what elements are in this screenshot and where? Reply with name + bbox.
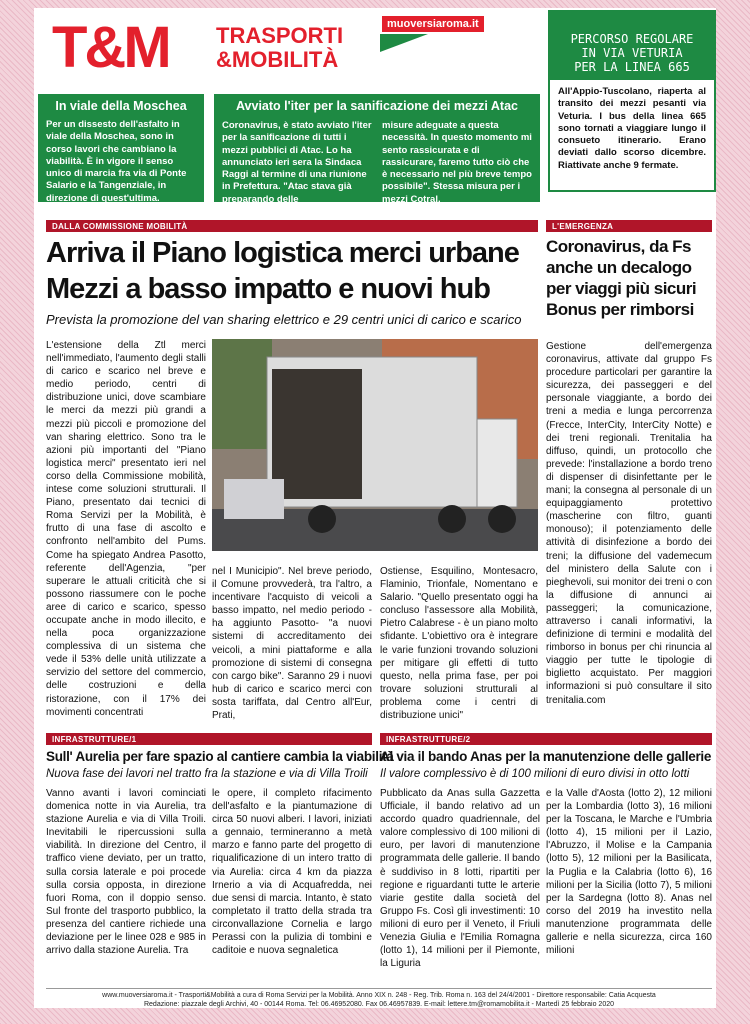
truck-photo [212,339,538,551]
notice-box [548,10,716,192]
main-kicker: DALLA COMMISSIONE MOBILITÀ [46,220,538,232]
flag-icon [380,34,428,52]
moschea-text: Per un dissesto dell'asfalto in viale della Moschea, sono in corso lavori che cambiano la viabilità. È in vigore il senso unico di marcia fra via di Ponte Salario e la Tangenziale, in direzione di quest'ultima. [46,119,187,204]
main-title-2: Mezzi a basso impatto e nuovi hub [46,273,490,305]
anas-title: Al via il bando Anas per la manutenzione delle gallerie [380,749,712,764]
sanificazione-title: Avviato l'iter per la sanificazione dei mezzi Atac [235,99,518,113]
aurelia-title: Sull' Aurelia per fare spazio al cantiere cambia la viabilità [46,749,394,764]
side-title-line: per viaggi più sicuri [546,279,697,298]
main-title-1: Arriva il Piano logistica merci urbane [46,237,519,269]
site-badge[interactable]: muoversiaroma.it [382,16,484,32]
moschea-box [38,94,204,202]
side-title-line: Bonus per rimborsi [546,300,694,319]
sanificazione-box [214,94,540,205]
logo-line1: TRASPORTI [216,23,344,48]
footer-line: www.muoversiaroma.it - Trasporti&Mobilità a cura di Roma Servizi per la Mobilità. Anno XIX n. 248 - Reg. Trib. Roma n. 163 del 24/4/2001 - Direttore responsabile: Catia Acquesta [102,992,656,999]
moschea-title: In viale della Moschea [55,99,187,113]
main-col3: Ostiense, Esquilino, Montesacro, Flaminio, Trionfale, Nomentano e Salario. "Quello presentato oggi ha concluso l'assessore alla Mobilità, Pietro Calabrese - è un piano molto sfidante. L'obiettivo ora è integrare le varie funzioni trovando soluzioni per mitigare gli effetti di tutto questo, nella prima fase, per poi trovare soluzioni strutturali al problema come i centri di distribuzione unici" [380,566,538,722]
side-text: Gestione dell'emergenza coronavirus, attivate dal gruppo Fs procedure particolari per garantire la sicurezza, dei passeggeri e del personale viaggiante, a bordo dei treni a media e lunga percorrenza (Frecce, InterCity, InterCity Notte) e dei treni regionali. Trenitalia ha diffuso, quindi, un protocollo che prevede: l'installazione a bordo treno di dispenser di disinfettante per le mani; la consegna al personale di un equipaggiamento protettivo (mascherine con filtro, guanti monouso); il potenziamento delle attività di disinfezione a bordo dei treni; la diffusione del vademecum del ministero della Salute con i pieghevoli, sui monitor dei treni o con la diffusione di annunci ai passeggeri; la comunicazione, attraverso i canali informativi, la definizione di termini e modalità del rimborso in bonus per chi rinuncia al viaggio per tutte le tipologie di biglietto acquistato. Per maggiori informazioni si può consultare il sito trenitalia.com [546,341,712,706]
notice-line: PERCORSO REGOLARE [570,32,694,46]
anas-col2: e la Valle d'Aosta (lotto 2), 12 milioni per la Lombardia (lotto 3), 16 milioni per la Toscana, le Marche e l'Umbria (lotto 4), 15 milioni per il Lazio, l'Abruzzo, il Molise e la Campania (lotto 5), 12 milioni per la Basilicata, la Puglia e la Calabria (lotto 6), 16 milioni per la Sicilia (lotto 7), 5 milioni per la Sardegna (lotto 8). Anas nel corso del 2019 ha investito nella manutenzione programmata delle gallerie e nella sicurezza, circa 160 milioni [546,788,712,957]
main-subtitle: Prevista la promozione del van sharing elettrico e 29 centri unici di carico e scarico [46,312,522,327]
notice-line: PER LA LINEA 665 [574,60,690,74]
main-col2: nel I Municipio". Nel breve periodo, il Comune provvederà, tra l'altro, a incentivare l'acquisto di veicoli a basso impatto, nel medio periodo - ha aggiunto Pasotto- "a nuovi sistemi di accreditamento dei veicoli, a mini piattaforme e alla promozione di sistemi di consegna con cargo bike". Saranno 29 i nuovi hub di carico e scarico merci con sosta tariffata, dal Centro all'Eur, Prati, [212,566,372,722]
logo-tm: T&M [52,15,169,80]
truck-illustration [212,339,538,551]
notice-header [550,12,714,80]
aurelia-col2: le opere, il completo rifacimento dell'asfalto e la piantumazione di circa 50 nuovi alberi. I lavori, iniziati a gennaio, termineranno a metà marzo e fanno parte del progetto di riqualificazione di un intero tratto di via Aurelia: circa 4 km da piazza Irnerio a via di Acquafredda, nei due sensi di marcia. Intanto, è stato completato il tratto della strada tra circonvallazione Cornelia e largo Perassi con la pulizia di tombini e caditoie e nuova segnaletica [212,788,372,957]
aurelia-kicker: INFRASTRUTTURE/1 [46,733,372,745]
side-title-line: anche un decalogo [546,258,692,277]
side-kicker: L'EMERGENZA [546,220,712,232]
side-title [546,236,712,320]
aurelia-col1: Vanno avanti i lavori cominciati domenica notte in via Aurelia, tra stazione Aurelia e via di Villa Troili. Inevitabili le ripercussioni sulla viabilità. In direzione del Centro, il traffico viene deviato, per un tratto, sulla corsia laterale e poi procede sulla corsia opposta, in direzione fuori Roma, con il doppio senso. Sul fronte del trasporto pubblico, la presenza del cantiere richiede una deviazione per le linee 028 e 985 in arrivo dalla stazione Aurelia. Tra [46,788,206,957]
side-title-line: Coronavirus, da Fs [546,237,691,256]
footer-line: Redazione: piazzale degli Archivi, 40 - 00144 Roma. Tel: 06.46952080. Fax 06.46957839. E-mail: lettere.tm@romamobilita.it - Martedì 25 febbraio 2020 [143,1001,615,1008]
notice-body: All'Appio-Tuscolano, riaperta al transito dei mezzi pesanti via Veturia. I bus della linea 665 sono tornati a viaggiare lungo il consueto itinerario. Erano deviati dallo scorso dicembre. Riattivate anche 9 fermate. [558,86,706,171]
footer [46,988,712,1009]
anas-col1: Pubblicato da Anas sulla Gazzetta Ufficiale, il bando relativo ad un accordo quadro quadriennale, del valore complessivo di 100 milioni di euro, per lavori di manutenzione programmata delle gallerie. Il bando è suddiviso in 8 lotti, ripartiti per regione e riguardanti tutte le arterie viarie gestite dalla società del Gruppo Fs. Così gli investimenti: 10 milioni di euro per il Veneto, il Friuli Venezia Giulia e l'Emilia Romagna (lotto 1), 14 milioni per il Piemonte, la Liguria [380,788,540,970]
anas-kicker: INFRASTRUTTURE/2 [380,733,712,745]
main-col1: L'estensione della Ztl merci nell'immediato, l'aumento degli stalli di carico e scarico nel breve e medio periodo, centri di distribuzione unici, dove scambiare le merci da mezzi più grandi a mezzi più piccoli e promozione del van sharing elettrico. Sono tra le azioni più importanti del "Piano logistica merci" presentato ieri nel corso della Commissione mobilità, intese come soluzioni strutturali. Il Piano, presentato dai tecnici di Roma Servizi per la Mobilità, è frutto di una fase di ascolto e confronto nell'ambito del Pums. Come ha spiegato Andrea Pasotto, referente dell'Agenzia, "per superare le attuali criticità che si possono riassumere con le poche aree di carico e scarico, spesso occupate anche in modo illecito, e nella poca organizzazione complessiva di un sistema che vede il 53% delle unità utilizzate a servizio del settore del commercio, delle costruzioni e della ristorazione, con il 17% dei movimenti concentrati [46,340,206,718]
aurelia-subtitle: Nuova fase dei lavori nel tratto fra la stazione e via di Villa Troili [46,768,368,780]
notice-line: IN VIA VETURIA [581,46,683,60]
masthead-logo [52,14,382,84]
sanificazione-col2: misure adeguate a questa necessità. In questo momento mi sento rassicurata e di rassicurare, faremo tutto ciò che è necessario nel più breve tempo possibile". Stessa misura per i mezzi Cotral. [382,120,532,205]
logo-line2: &MOBILITÀ [216,47,339,72]
anas-subtitle: Il valore complessivo è di 100 milioni di euro divisi in otto lotti [380,768,690,780]
sanificazione-col1: Coronavirus, è stato avviato l'iter per la sanificazione di tutti i mezzi pubblici di Atac. Lo ha annunciato ieri sera la Sindaca Raggi al termine di una riunione in Prefettura. "Atac stava già preparando delle [222,120,372,205]
